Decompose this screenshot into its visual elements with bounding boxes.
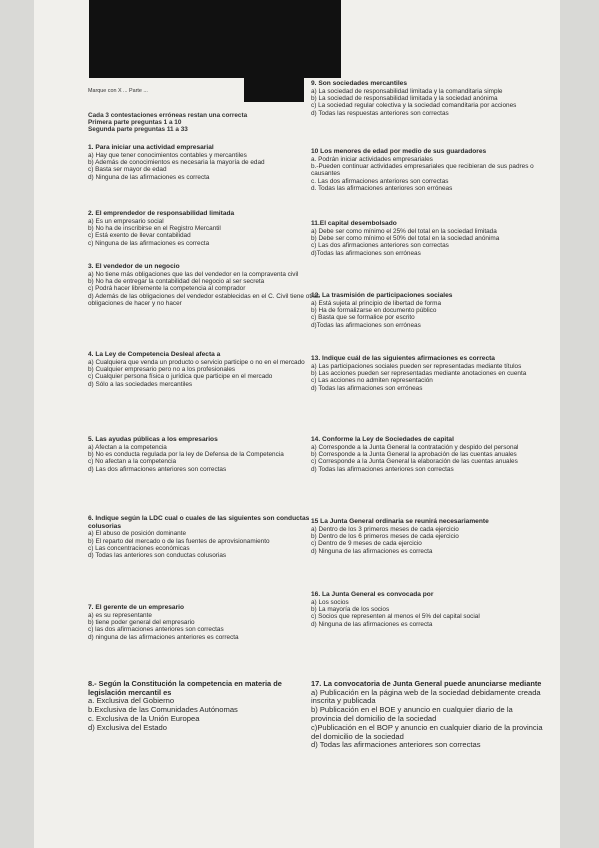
option-a[interactable]: a) Hay que tener conocimientos contables y mercantiles [88, 151, 247, 159]
question-title: 1. Para iniciar una actividad empresarial [88, 144, 214, 151]
option-a[interactable]: a) La sociedad de responsabilidad limitada y la comanditaria simple [311, 87, 503, 95]
option-a[interactable]: a) Cualquiera que venda un producto o servicio participe o no en el mercado [88, 358, 305, 366]
option-c[interactable]: c) Basta ser mayor de edad [88, 166, 167, 174]
question-title: 6. Indique según la LDC cual o cuales de las siguientes son conductas colusorias [88, 515, 310, 530]
option-c[interactable]: c. Exclusiva de la Unión Europea [88, 713, 200, 723]
question-14 [311, 436, 543, 473]
redaction-box-small [244, 78, 304, 102]
rule-text: Cada 3 contestaciones erróneas restan una correcta [88, 112, 248, 119]
option-d[interactable]: d) Todas las anteriores son conductas colusorias [88, 552, 227, 560]
option-c[interactable]: c) La sociedad regular colectiva y la sociedad comanditaria por acciones [311, 102, 517, 110]
option-a[interactable]: a) Dentro de los 3 primeros meses de cada ejercicio [311, 525, 459, 533]
question-5 [88, 436, 320, 473]
option-a[interactable]: a) Publicación en la página web de la sociedad debidamente creada inscrita y publicada [311, 687, 541, 706]
part1-text: Primera parte preguntas 1 a 10 [88, 119, 182, 126]
option-d[interactable]: d)Todas las afirmaciones son erróneas [311, 321, 421, 329]
option-c[interactable]: c) Socios que representen al menos el 5% del capital social [311, 613, 480, 621]
option-d[interactable]: d) Todas las afirmaciones anteriores son correctas [311, 465, 454, 473]
question-11 [311, 220, 543, 257]
question-title: 7. El gerente de un empresario [88, 604, 185, 611]
question-title: 13. Indique cuál de las siguientes afirmaciones es correcta [311, 355, 495, 362]
option-b[interactable]: b) Las acciones pueden ser representadas mediante anotaciones en cuenta [311, 370, 527, 377]
question-title: 17. La convocatoria de Junta General puede anunciarse mediante [311, 679, 542, 688]
question-4 [88, 351, 320, 388]
option-b[interactable]: b) Debe ser como mínimo el 50% del total en la sociedad anónima [311, 235, 500, 242]
question-6 [88, 515, 320, 560]
option-a[interactable]: a) El abuso de posición dominante [88, 530, 187, 538]
question-title: 11.El capital desembolsado [311, 220, 397, 227]
option-b[interactable]: b) Publicación en el BOE y anuncio en cualquier diario de la provincia del domicilio de la sociedad [311, 705, 513, 723]
option-c[interactable]: c) las dos afirmaciones anteriores son correctas [88, 626, 224, 634]
question-17 [311, 680, 543, 750]
option-a[interactable]: a) Debe ser como mínimo el 25% del total en la sociedad limitada [311, 227, 497, 235]
option-d[interactable]: d) Todas las afirmaciones anteriores son correctas [311, 740, 481, 750]
question-title: 16. La Junta General es convocada por [311, 591, 434, 598]
option-d[interactable]: d) Ninguna de las afirmaciones es correcta [88, 173, 210, 181]
question-title: 14. Conforme la Ley de Sociedades de capital [311, 436, 454, 443]
question-title: 10 Los menores de edad por medio de sus guardadores [311, 148, 487, 155]
option-c[interactable]: c) Las acciones no admiten representación [311, 377, 433, 385]
question-title: 15 La Junta General ordinaria se reunirá necesariamente [311, 518, 489, 525]
question-title: 5. Las ayudas públicas a los empresarios [88, 436, 218, 443]
question-13 [311, 355, 543, 392]
option-a[interactable]: a) Las participaciones sociales pueden ser representadas mediante títulos [311, 362, 522, 370]
option-d[interactable]: d) Exclusiva del Estado [88, 722, 167, 732]
option-b[interactable]: b) Corresponde a la Junta General la aprobación de las cuentas anuales [311, 451, 517, 458]
option-b[interactable]: b) No es conducta regulada por la ley de Defensa de la Competencia [88, 451, 284, 458]
option-c[interactable]: c) Las dos afirmaciones anteriores son correctas [311, 242, 449, 250]
option-b[interactable]: b) La mayoría de los socios [311, 606, 390, 613]
option-c[interactable]: c) Las concentraciones económicas [88, 545, 190, 552]
option-c[interactable]: c)Publicación en el BOP y anuncio en cualquier diario de la provincia del domicilio de la sociedad [311, 722, 543, 741]
option-c[interactable]: c) Está exento de llevar contabilidad [88, 232, 191, 240]
option-a[interactable]: a. Podrán iniciar actividades empresariales [311, 155, 433, 163]
option-c[interactable]: c. Las dos afirmaciones anteriores son correctas [311, 177, 449, 185]
option-c[interactable]: c) Podrá hacer libremente la competencia al comprador [88, 285, 246, 293]
option-b[interactable]: b) tiene poder general del empresario [88, 619, 195, 626]
option-b[interactable]: b) Dentro de los 6 primeros meses de cada ejercicio [311, 533, 459, 540]
exam-sheet [34, 0, 560, 848]
option-b[interactable]: b) Ha de formalizarse en documento público [311, 307, 437, 314]
option-b[interactable]: b) No ha de entregar la contabilidad del negocio al ser secreta [88, 278, 265, 285]
option-d[interactable]: d)Todas las afirmaciones son erróneas [311, 249, 421, 257]
option-c[interactable]: c) Corresponde a la Junta General la elaboración de las cuentas anuales [311, 458, 518, 466]
exam-rules [88, 112, 318, 133]
question-2 [88, 210, 320, 247]
question-16 [311, 591, 543, 628]
option-d[interactable]: d) Además de las obligaciones del vendedor establecidas en el C. Civil tiene otras obligaciones de hacer y no hacer [88, 292, 320, 308]
question-title: 3. El vendedor de un negocio [88, 263, 180, 270]
option-a[interactable]: a) Es un empresario social [88, 217, 164, 225]
question-title: 12. La trasmisión de participaciones sociales [311, 292, 453, 299]
question-3 [88, 263, 320, 308]
instructions-line: Marque con X ... Parte ... [88, 88, 148, 94]
option-b[interactable]: b.-Pueden continuar actividades empresariales que recibieran de sus padres o causantes [311, 163, 534, 178]
option-b[interactable]: b) La sociedad de responsabilidad limitada y la sociedad anónima [311, 95, 498, 102]
option-b[interactable]: b) No ha de inscribirse en el Registro Mercantil [88, 225, 221, 232]
option-c[interactable]: c) Basta que se formalice por escrito [311, 314, 415, 322]
option-d[interactable]: d) Todas las afirmaciones son erróneas [311, 384, 423, 392]
option-a[interactable]: a) No tiene más obligaciones que las del vendedor en la compraventa civil [88, 270, 299, 278]
option-a[interactable]: a) Corresponde a la Junta General la contratación y despido del personal [311, 443, 519, 451]
question-title: 4. La Ley de Competencia Desleal afecta a [88, 351, 221, 358]
option-d[interactable]: d) Ninguna de las afirmaciones es correcta [311, 547, 433, 555]
question-15 [311, 518, 543, 555]
option-a[interactable]: a) es su representante [88, 611, 152, 619]
option-d[interactable]: d. Todas las afirmaciones anteriores son erróneas [311, 185, 453, 193]
question-10 [311, 148, 543, 193]
option-d[interactable]: d) Las dos afirmaciones anteriores son correctas [88, 465, 227, 473]
question-title: 9. Son sociedades mercantiles [311, 80, 408, 87]
question-12 [311, 292, 543, 329]
option-b[interactable]: b) El reparto del mercado o de las fuentes de aprovisionamiento [88, 537, 270, 545]
question-title: 2. El emprendedor de responsabilidad limitada [88, 210, 235, 217]
option-a[interactable]: a) Los socios [311, 598, 349, 606]
question-8 [88, 680, 320, 732]
option-d[interactable]: d) Sólo a las sociedades mercantiles [88, 380, 193, 388]
redaction-box [89, 0, 341, 78]
option-d[interactable]: d) ninguna de las afirmaciones anteriores es correcta [88, 633, 239, 641]
option-a[interactable]: a. Exclusiva del Gobierno [88, 696, 175, 706]
question-1 [88, 144, 320, 181]
option-c[interactable]: c) Dentro de 9 meses de cada ejercicio [311, 540, 422, 548]
question-title: 8.- Según la Constitución la competencia en materia de legislación mercantil es [88, 679, 282, 697]
option-d[interactable]: d) Todas las respuestas anteriores son correctas [311, 109, 449, 117]
option-b[interactable]: b) Cualquier empresario pero no a los profesionales [88, 366, 236, 373]
option-b[interactable]: b.Exclusiva de las Comunidades Autónomas [88, 704, 238, 714]
option-d[interactable]: c) Ninguna de las afirmaciones es correcta [88, 239, 210, 247]
option-c[interactable]: c) No afectan a la competencia [88, 458, 177, 466]
option-d[interactable]: d) Ninguna de las afirmaciones es correcta [311, 620, 433, 628]
part2-text: Segunda parte preguntas 11 a 33 [88, 126, 188, 133]
question-9 [311, 80, 543, 117]
option-a[interactable]: a) Afectan a la competencia [88, 443, 167, 451]
option-b[interactable]: b) Además de conocimientos es necesaria la mayoría de edad [88, 159, 265, 166]
question-7 [88, 604, 320, 641]
option-c[interactable]: c) Cualquier persona física o jurídica que participe en el mercado [88, 373, 273, 381]
option-a[interactable]: a) Está sujeta al principio de libertad de forma [311, 299, 442, 307]
